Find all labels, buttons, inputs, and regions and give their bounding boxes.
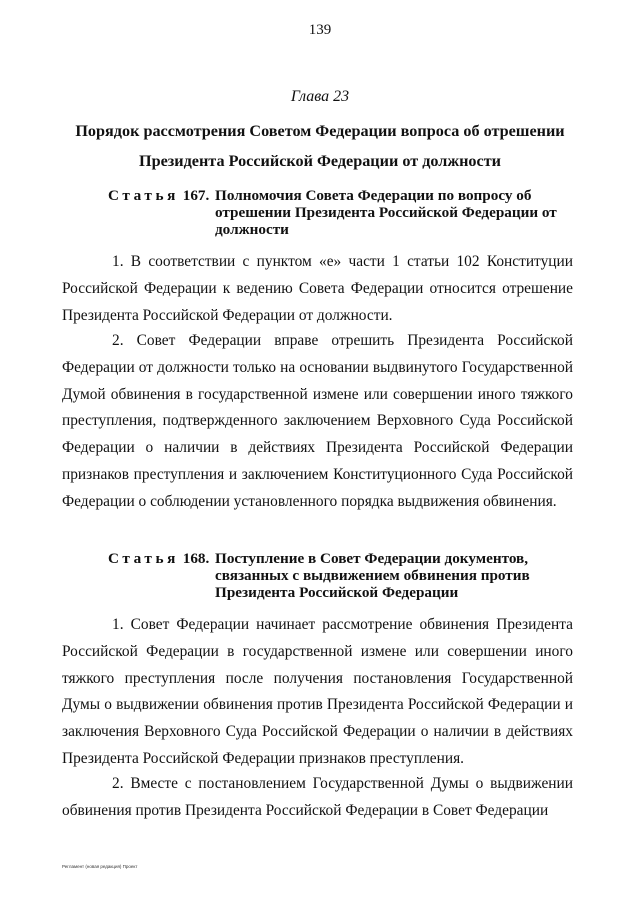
article-167-heading xyxy=(108,187,568,238)
article-167-label xyxy=(108,187,209,204)
article-167-spaced-word: Статья xyxy=(108,187,179,204)
page-number: 139 xyxy=(308,22,332,38)
article-168-paragraph-2: 2. Вместе с постановлением Государственной Думы о выдвижении обвинения против Президента Российской Федерации в Совет Федерации xyxy=(62,775,573,819)
article-168-label xyxy=(108,550,209,567)
article-168-heading xyxy=(108,550,568,601)
chapter-title-line-2: Президента Российской Федерации от должности xyxy=(139,152,501,170)
article-168-title: Поступление в Совет Федерации документов, связанных с выдвижением обвинения против Президента Российской Федерации xyxy=(215,550,530,601)
footer-note: Регламент (новая редакция) Проект xyxy=(62,864,138,869)
chapter-label: Глава 23 xyxy=(290,88,350,105)
article-167-title: Полномочия Совета Федерации по вопросу об отрешении Президента Российской Федерации от должности xyxy=(215,187,557,238)
article-167-paragraph-1: 1. В соответствии с пунктом «е» части 1 статьи 102 Конституции Российской Федерации к ведению Совета Федерации относится отрешение Президента Российской Федерации от должности. xyxy=(62,253,573,324)
article-168-number: 168. xyxy=(182,550,210,567)
chapter-title xyxy=(30,116,610,176)
chapter-title-line-1: Порядок рассмотрения Советом Федерации вопроса об отрешении xyxy=(75,122,565,140)
article-168-spaced-word: Статья xyxy=(108,550,179,567)
article-167-number: 167. xyxy=(182,187,210,204)
article-167-paragraph-2: 2. Совет Федерации вправе отрешить Президента Российской Федерации от должности только на основании выдвинутого Государственной Думой обвинения в государственной измене или совершении иного тяжкого преступления, подтвержденного заключением Верховного Суда Российской Федерации о наличии в действиях Президента Российской Федерации признаков преступления и заключением Конституционного Суда Российской Федерации о соблюдении установленного порядка выдвижения обвинения. xyxy=(62,332,573,510)
article-168-paragraph-1: 1. Совет Федерации начинает рассмотрение обвинения Президента Российской Федерации в государственной измене или совершении иного тяжкого преступления после получения постановления Государственной Думы о выдвижении обвинения против Президента Российской Федерации и заключения Верховного Суда Российской Федерации о наличии в действиях Президента Российской Федерации признаков преступления. xyxy=(62,616,573,767)
